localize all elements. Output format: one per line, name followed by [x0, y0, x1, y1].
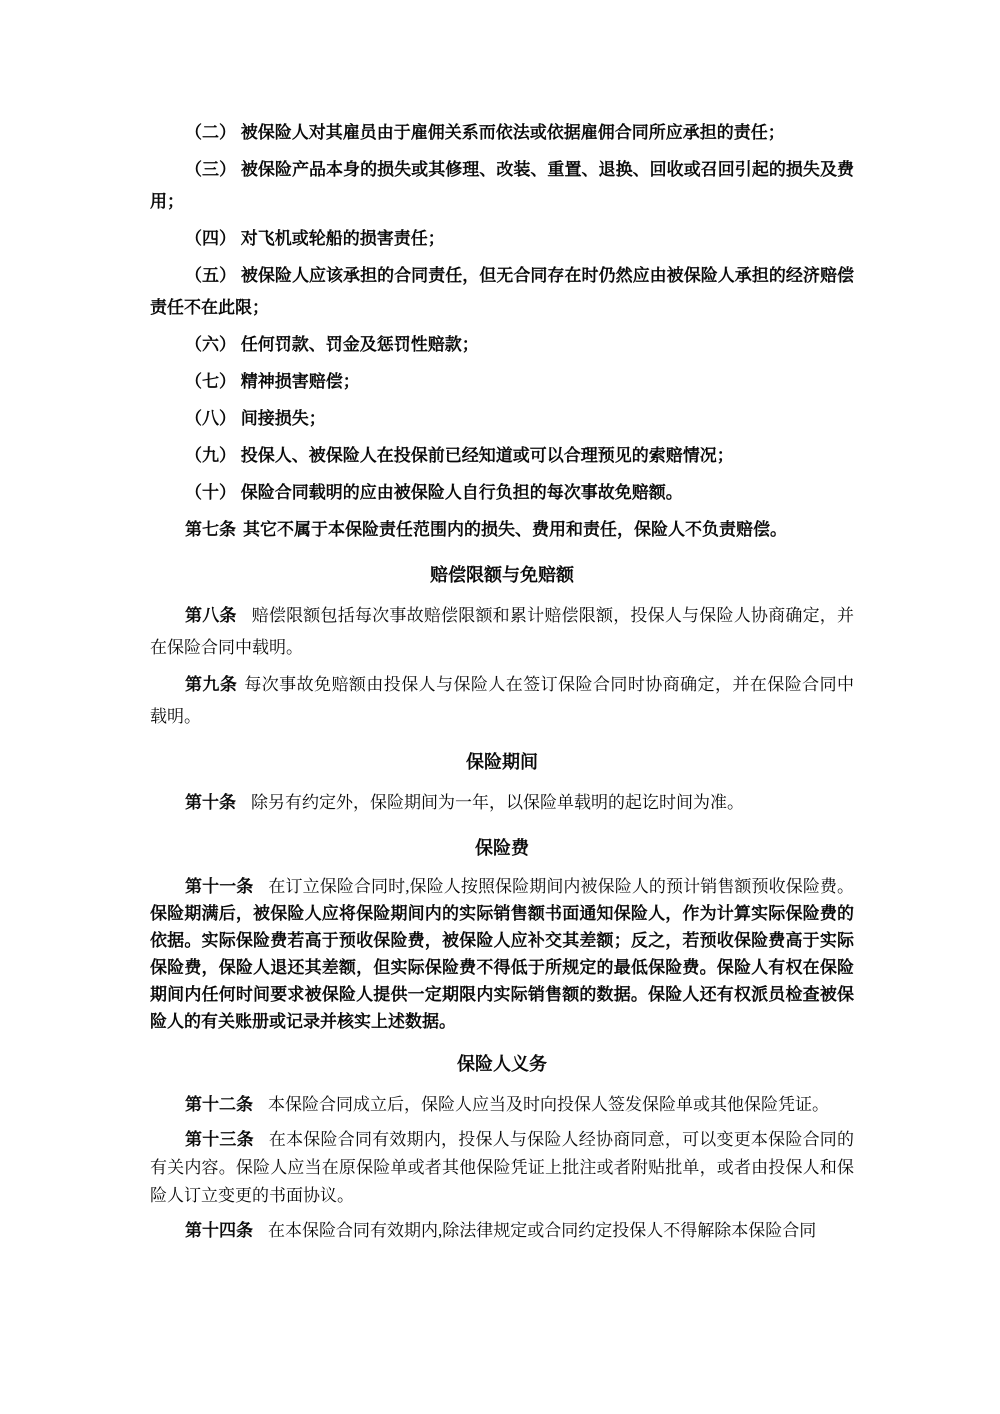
article-12-text: 本保险合同成立后，保险人应当及时向投保人签发保险单或其他保险凭证。 — [268, 1095, 829, 1114]
article-11 — [150, 873, 854, 1035]
article-9-label: 第九条 — [185, 675, 238, 694]
article-13-text: 在本保险合同有效期内，投保人与保险人经协商同意，可以变更本保险合同的有关内容。保险人应当在原保险单或者其他保险凭证上批注或者附贴批单，或者由投保人和保险人订立变更的书面协议。 — [150, 1130, 855, 1205]
article-10-label: 第十条 — [185, 793, 236, 812]
section-heading-insurer-obligations: 保险人义务 — [457, 1054, 547, 1074]
article-9 — [150, 669, 854, 733]
article-14-label: 第十四条 — [185, 1221, 253, 1240]
article-13-label: 第十三条 — [185, 1130, 254, 1149]
article-13 — [150, 1126, 854, 1210]
article-7-label: 第七条 — [185, 520, 236, 539]
article-8 — [150, 600, 854, 664]
exclusion-item-10: （十） 保险合同载明的应由被保险人自行负担的每次事故免赔额。 — [185, 483, 683, 502]
exclusion-item-2: （二） 被保险人对其雇员由于雇佣关系而依法或依据雇佣合同所应承担的责任； — [185, 123, 785, 142]
exclusion-item-4: （四） 对飞机或轮船的损害责任； — [185, 229, 445, 248]
section-heading-compensation-limits: 赔偿限额与免赔额 — [430, 565, 574, 585]
article-11-label: 第十一条 — [185, 877, 254, 896]
section-heading-premium: 保险费 — [475, 838, 529, 858]
exclusion-item-5: （五） 被保险人应该承担的合同责任，但无合同存在时仍然应由被保险人承担的经济赔偿责任不在此限； — [150, 266, 854, 317]
exclusion-item-9: （九） 投保人、被保险人在投保前已经知道或可以合理预见的索赔情况； — [185, 446, 734, 465]
article-10-text: 除另有约定外，保险期间为一年，以保险单载明的起讫时间为准。 — [251, 793, 744, 812]
article-8-label: 第八条 — [185, 606, 237, 625]
exclusion-item-3: （三） 被保险产品本身的损失或其修理、改装、重置、退换、回收或召回引起的损失及费用； — [150, 160, 854, 211]
article-11-text-regular: 在订立保险合同时,保险人按照保险期间内被保险人的预计销售额预收保险费。 — [268, 877, 855, 896]
article-10 — [150, 787, 854, 819]
exclusion-item-7: （七） 精神损害赔偿； — [185, 372, 360, 391]
article-12 — [150, 1089, 854, 1121]
section-heading-insurance-period: 保险期间 — [466, 752, 538, 772]
article-12-label: 第十二条 — [185, 1095, 253, 1114]
article-7-text: 其它不属于本保险责任范围内的损失、费用和责任，保险人不负责赔偿。 — [243, 520, 787, 539]
exclusion-item-8: （八） 间接损失； — [185, 409, 326, 428]
article-9-text: 每次事故免赔额由投保人与保险人在签订保险合同时协商确定，并在保险合同中载明。 — [150, 675, 855, 726]
article-11-text-bold: 保险期满后，被保险人应将保险期间内的实际销售额书面通知保险人，作为计算实际保险费的依据。实际保险费若高于预收保险费，被保险人应补交其差额；反之，若预收保险费高于实际保险费，保险人退还其差额，但实际保险费不得低于所规定的最低保险费。保险人有权在保险期间内任何时间要求被保险人提供一定期限内实际销售额的数据。保险人还有权派员检查被保险人的有关账册或记录并核实上述数据。 — [150, 904, 854, 1031]
article-14-text: 在本保险合同有效期内,除法律规定或合同约定投保人不得解除本保险合同 — [268, 1221, 817, 1240]
article-14 — [150, 1215, 854, 1247]
article-7 — [150, 514, 854, 546]
article-8-text: 赔偿限额包括每次事故赔偿限额和累计赔偿限额，投保人与保险人协商确定，并在保险合同中载明。 — [150, 606, 855, 657]
exclusion-item-6: （六） 任何罚款、罚金及惩罚性赔款； — [185, 335, 479, 354]
